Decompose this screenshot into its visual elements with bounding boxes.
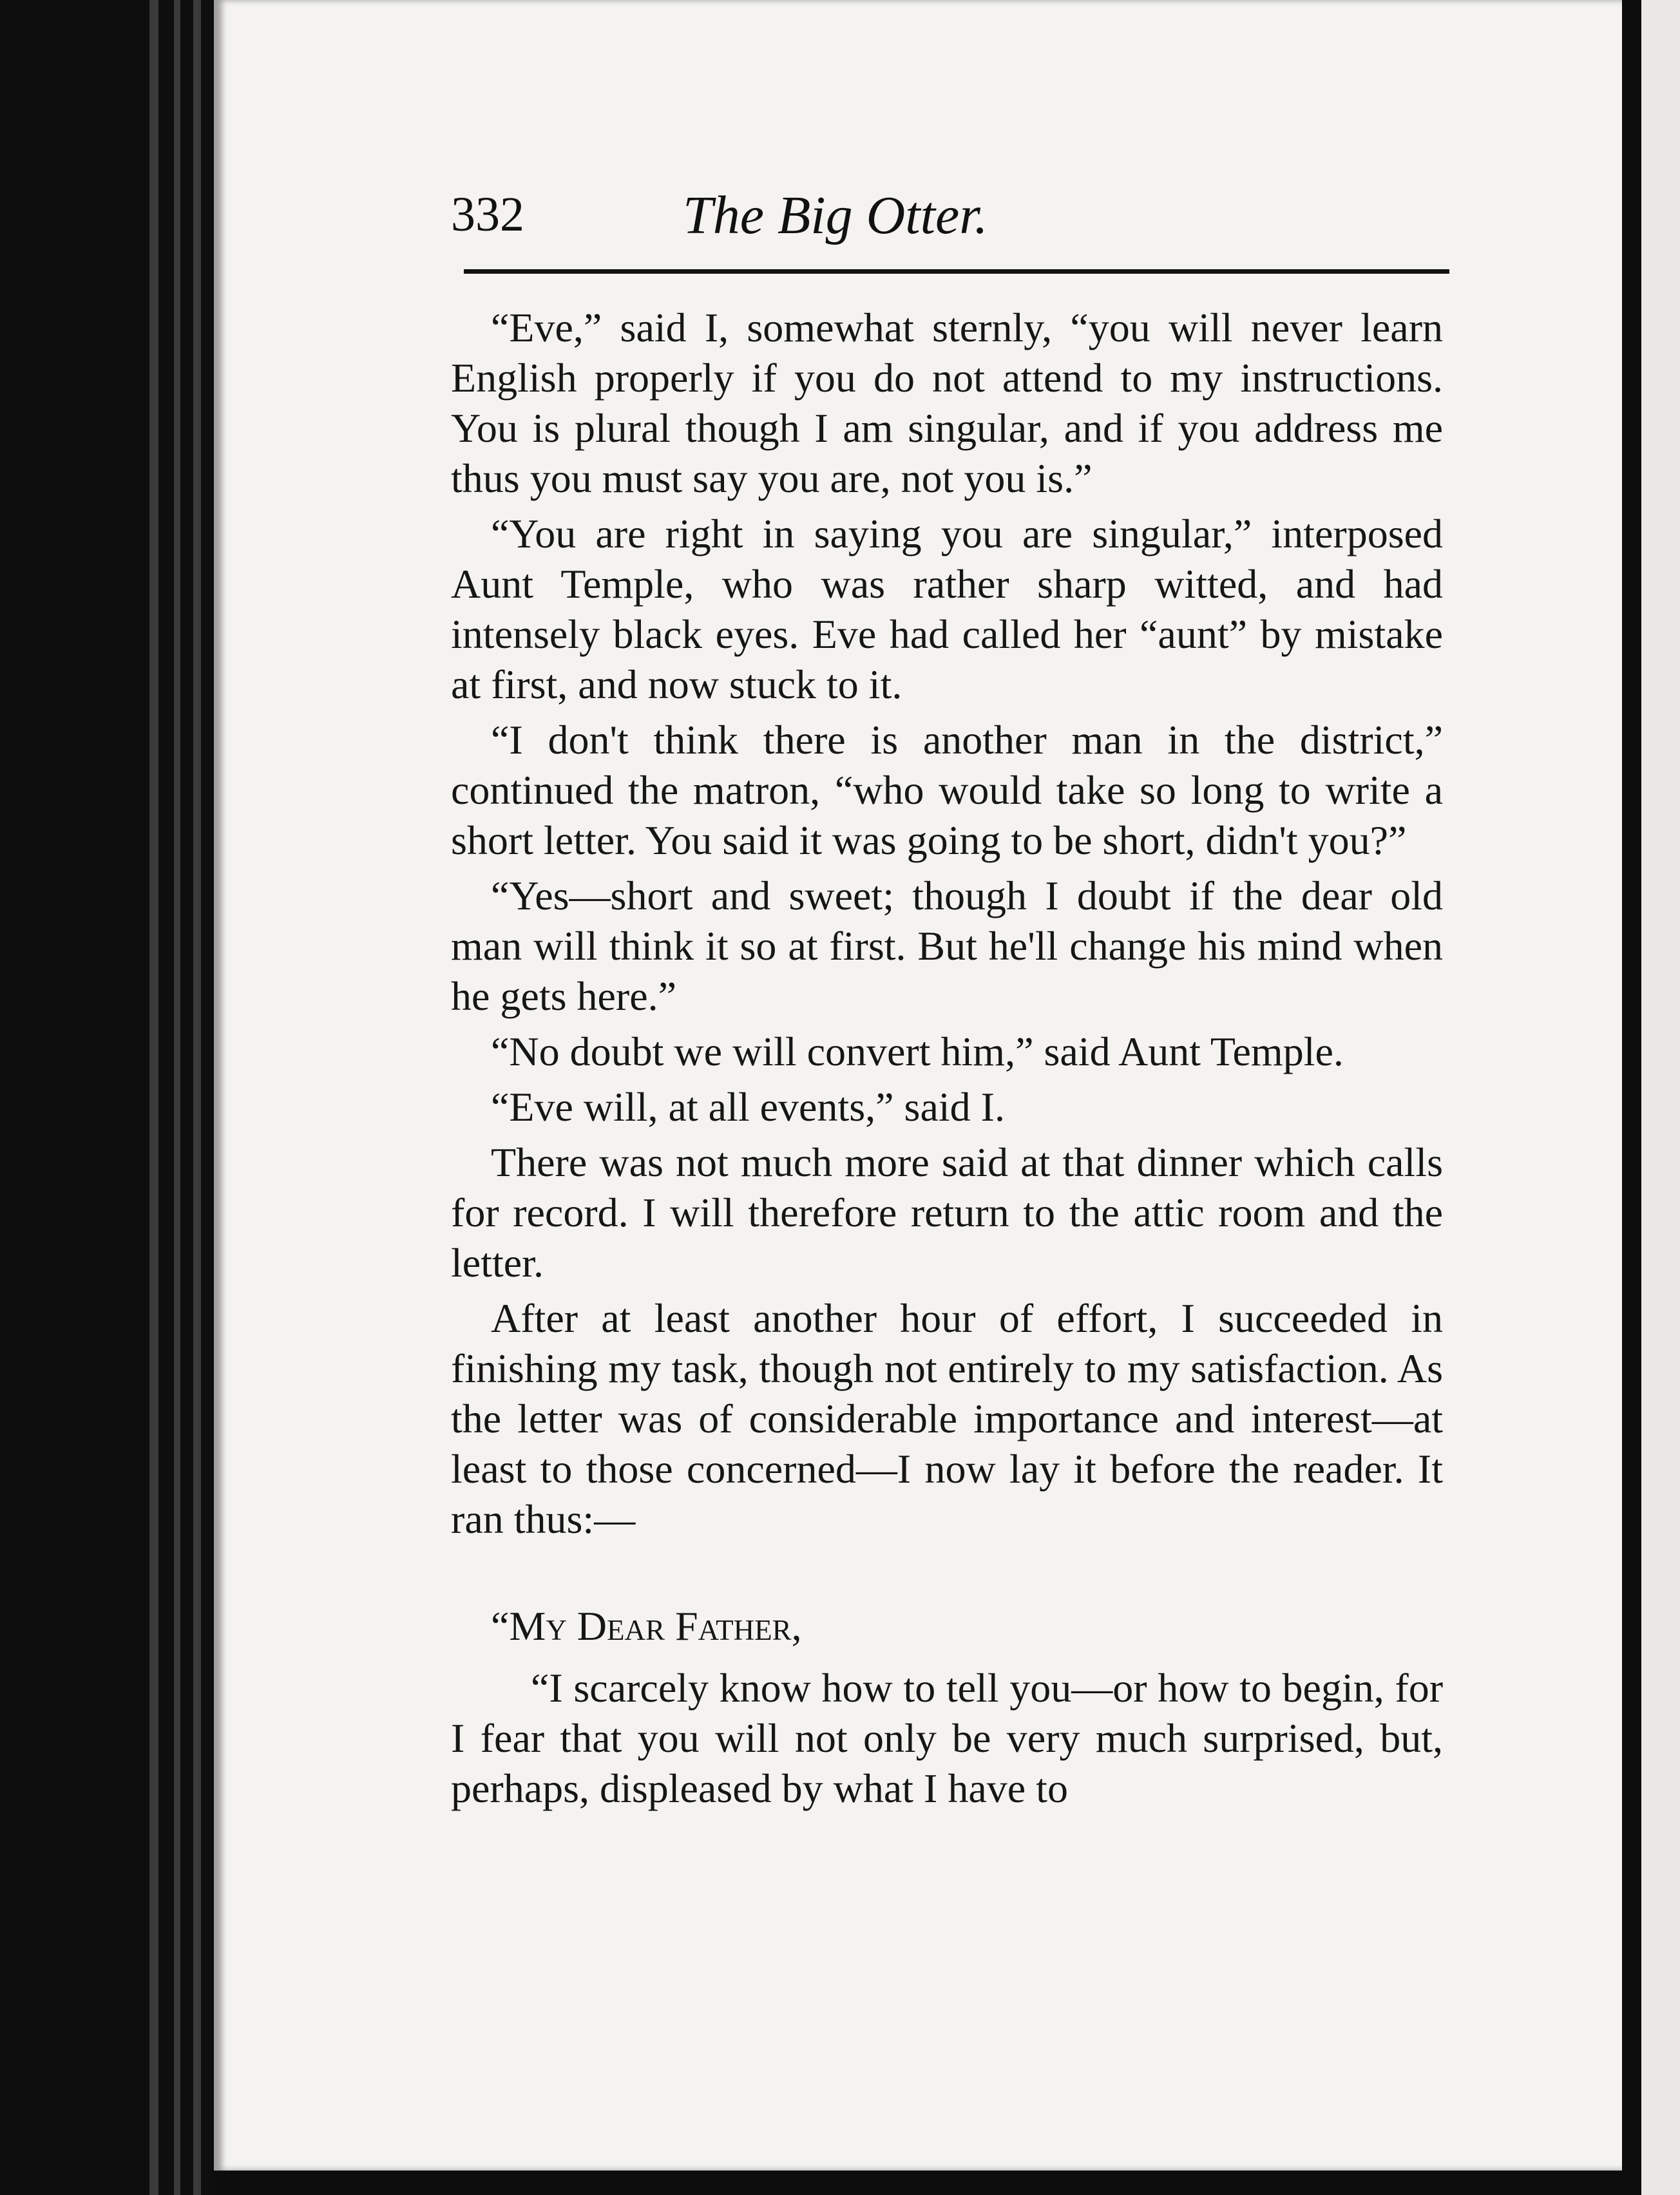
scan-left-edge (0, 0, 214, 2195)
paragraph: “Eve,” said I, somewhat sternly, “you will never learn English properly if you do not attend to my instructions. You is plural though I am singular, and if you address me thus you must say you are, not you is.” (451, 305, 1443, 501)
body-text (451, 303, 1443, 1819)
scan-bottom-edge (214, 2171, 1622, 2195)
letter-salutation: “My Dear Father, (491, 1603, 802, 1649)
paragraph: “You are right in saying you are singular,” interposed Aunt Temple, who was rather sharp witted, and had intensely black eyes. Eve had called her “aunt” by mistake at first, and now stuck to it. (451, 511, 1443, 707)
paragraph: After at least another hour of effort, I succeeded in finishing my task, though not entirely to my satisfaction. As the letter was of considerable importance and interest—at least to those concerned—I now lay it before the reader. It ran thus:— (451, 1295, 1443, 1542)
paragraph: “Yes—short and sweet; though I doubt if the dear old man will think it so at first. But he'll change his mind when he gets here.” (451, 873, 1443, 1019)
binding-line (149, 0, 158, 2195)
paragraph: “No doubt we will convert him,” said Aunt Temple. (491, 1029, 1344, 1074)
paragraph: “Eve will, at all events,” said I. (491, 1084, 1005, 1130)
running-title: The Big Otter. (683, 185, 988, 245)
binding-line (174, 0, 180, 2195)
paragraph: “I don't think there is another man in the district,” continued the matron, “who would take so long to write a short letter. You said it was going to be short, didn't you?” (451, 717, 1443, 863)
paragraph: There was not much more said at that dinner which calls for record. I will therefore return to the attic room and the letter. (451, 1139, 1443, 1286)
page-header (451, 187, 1449, 271)
page-number: 332 (451, 187, 524, 242)
binding-line (193, 0, 201, 2195)
header-rule (464, 269, 1449, 274)
facing-page-sliver (1641, 0, 1680, 2195)
letter-body: “I scarcely know how to tell you—or how to begin, for I fear that you will not only be very much surprised, but, perhaps, displeased by what I have to (451, 1665, 1443, 1811)
